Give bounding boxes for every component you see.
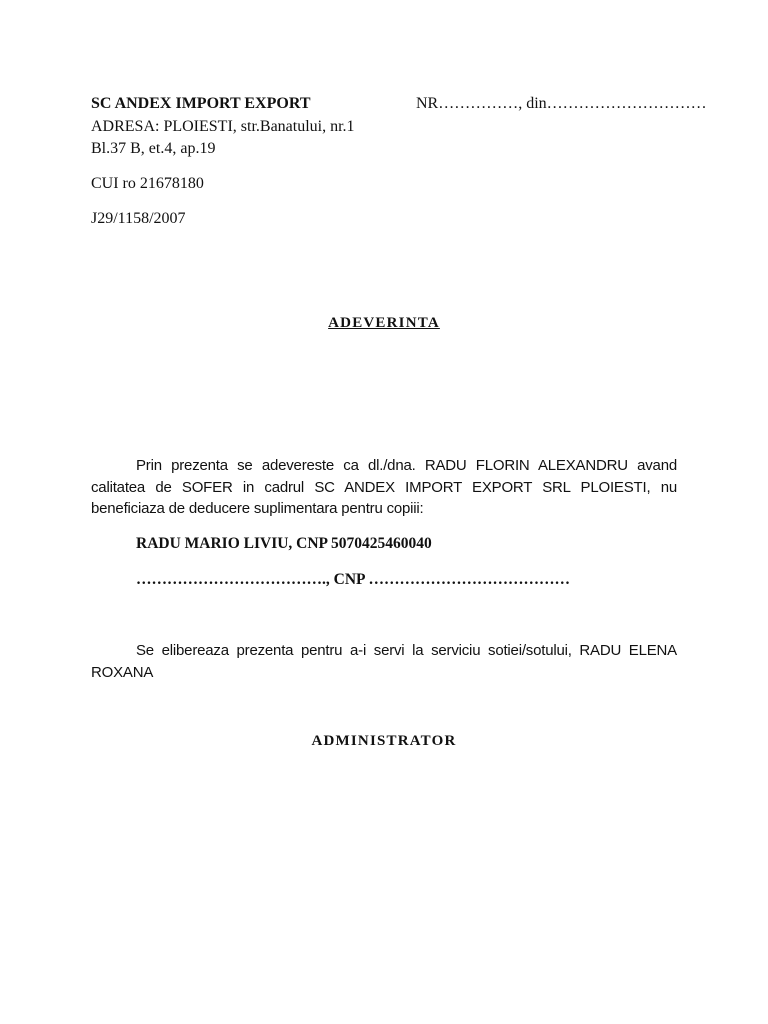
document-title xyxy=(0,315,768,332)
company-registry: J29/1158/2007 xyxy=(91,210,186,227)
company-name: SC ANDEX IMPORT EXPORT xyxy=(91,95,311,112)
child-entry-2-blank: ………………………………., CNP ………………………………… xyxy=(136,571,570,588)
document-title-text: ADEVERINTA xyxy=(328,315,440,331)
document-number-date: NR……………, din………………………… xyxy=(416,95,707,112)
child-entry-1: RADU MARIO LIVIU, CNP 5070425460040 xyxy=(136,535,432,552)
certification-paragraph: Prin prezenta se adevereste ca dl./dna. RADU FLORIN ALEXANDRU avand calitatea de SOFER in cadrul SC ANDEX IMPORT EXPORT SRL PLOIESTI, nu beneficiaza de deducere suplimentara pentru copiii: xyxy=(91,457,677,517)
company-cui: CUI ro 21678180 xyxy=(91,175,204,192)
company-address-line1: ADRESA: PLOIESTI, str.Banatului, nr.1 xyxy=(91,118,355,135)
purpose-paragraph: Se elibereaza prezenta pentru a-i servi la serviciu sotiei/sotului, RADU ELENA ROXANA xyxy=(91,642,677,681)
company-address-line2: Bl.37 B, et.4, ap.19 xyxy=(91,140,216,157)
signature-title: ADMINISTRATOR xyxy=(311,733,457,749)
